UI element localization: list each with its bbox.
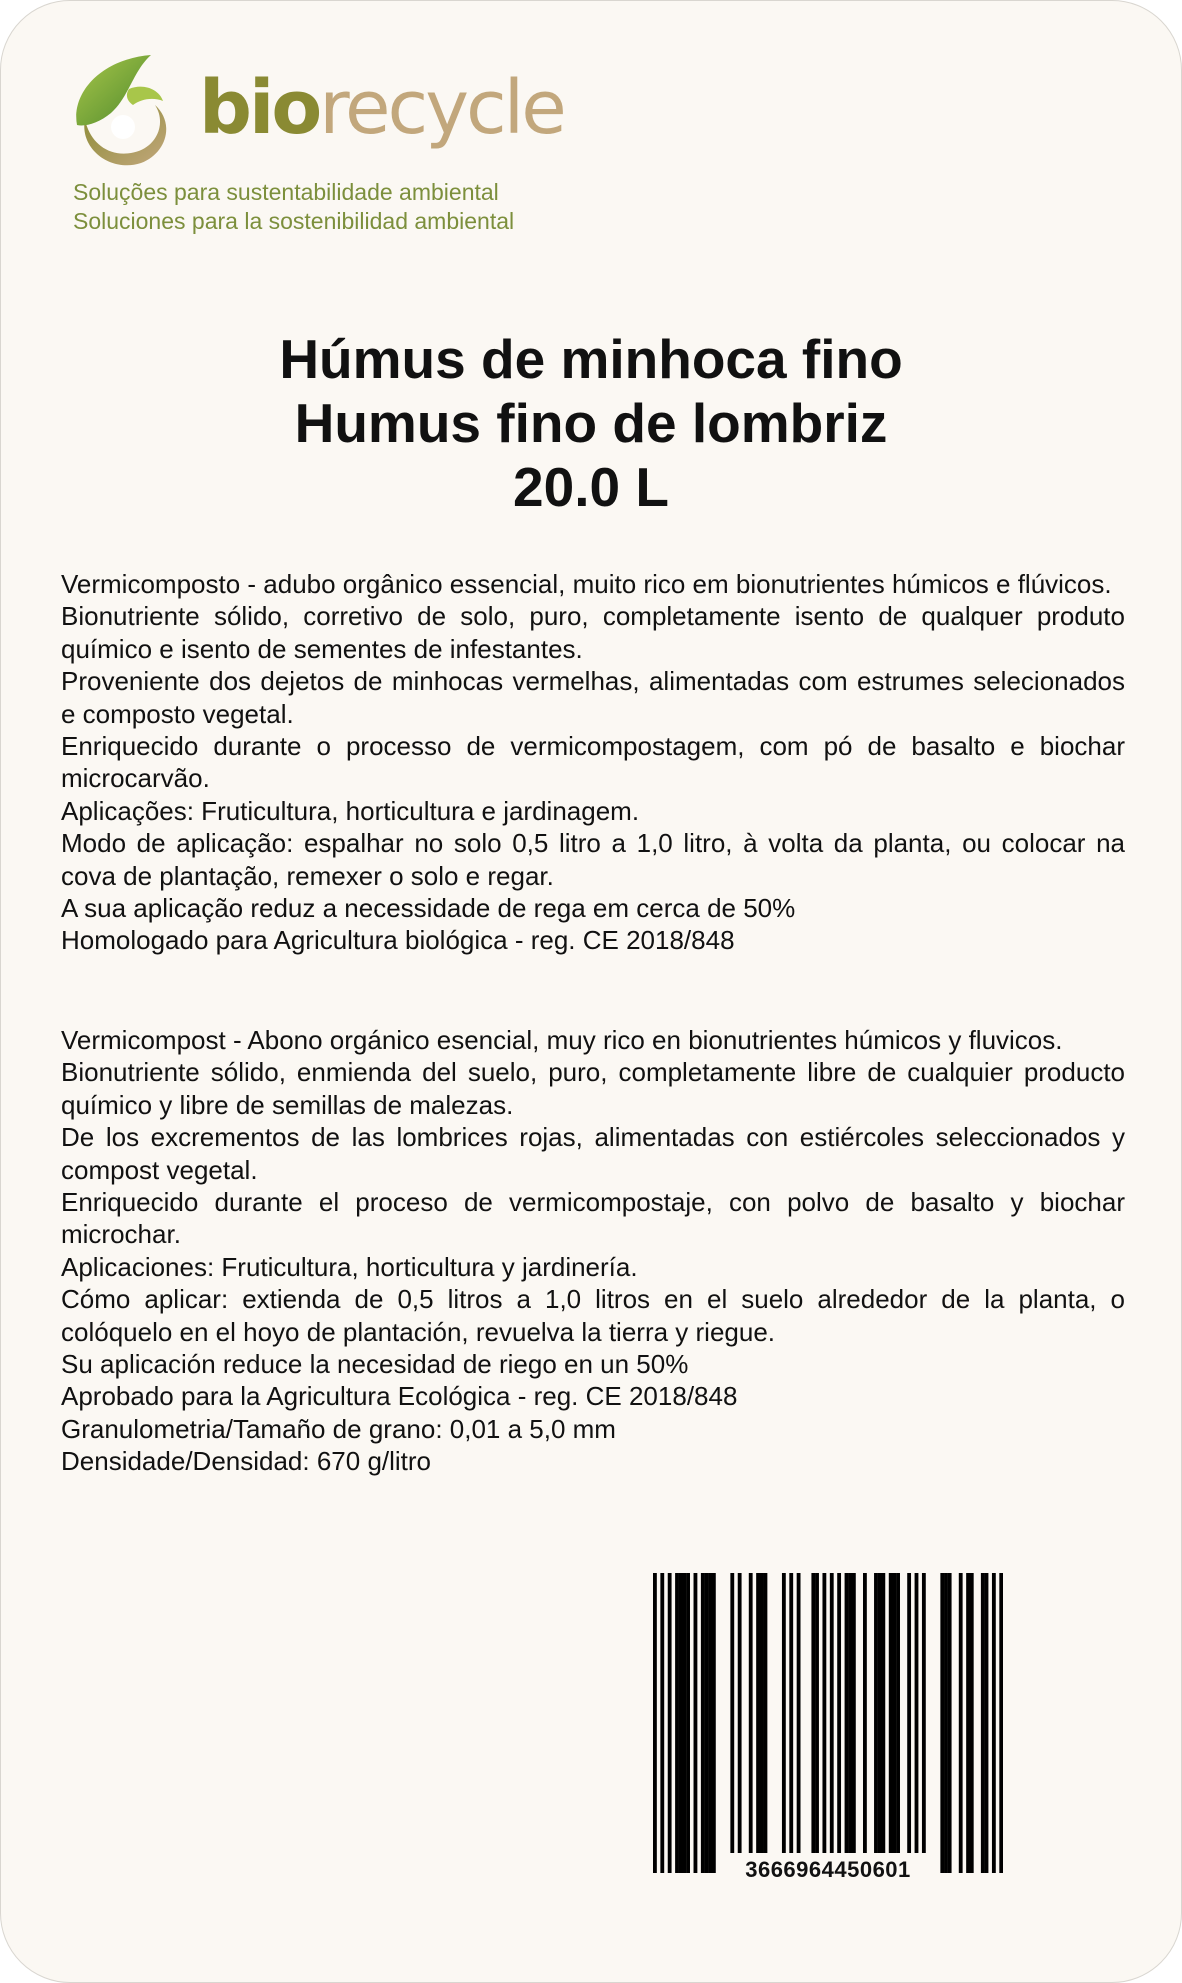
barcode-bar (845, 1573, 849, 1873)
brand-name-bio: bio (199, 65, 320, 151)
barcode-bar (764, 1573, 768, 1873)
description-es-line: Granulometria/Tamaño de grano: 0,01 a 5,0 mm (61, 1413, 616, 1444)
description-es-line: Cómo aplicar: extienda de 0,5 litros a 1,0 litros en el suelo alrededor de la planta, o colóquelo en el hoyo de plantación, revuelva la tierra y riegue. (61, 1284, 1125, 1347)
leaf-icon (71, 53, 175, 171)
barcode-bar (686, 1573, 690, 1873)
barcode-bar (992, 1573, 996, 1873)
barcode-bar (966, 1573, 970, 1873)
barcode-bar (815, 1573, 819, 1873)
tagline-es: Soluciones para la sostenibilidad ambiental (73, 208, 515, 234)
barcode-bar (830, 1573, 834, 1873)
description-es (61, 1024, 1125, 1478)
barcode-bar (760, 1573, 764, 1873)
tagline-pt: Soluções para sustentabilidade ambiental (73, 179, 499, 205)
description-pt-line: Modo de aplicação: espalhar no solo 0,5 litro a 1,0 litro, à volta da planta, ou colocar na cova de plantação, remexer o solo e regar. (61, 828, 1125, 891)
description-pt (61, 568, 1125, 957)
brand-name (199, 65, 564, 151)
description-pt-line: Enriquecido durante o processo de vermicompostagem, com pó de basalto e biochar microcarvão. (61, 731, 1125, 794)
barcode-bar (878, 1573, 882, 1873)
barcode-bar (940, 1573, 944, 1873)
brand-logo (71, 53, 571, 183)
title-pt: Húmus de minhoca fino (279, 328, 903, 390)
barcode-bar (981, 1573, 985, 1873)
barcode-bar (749, 1573, 753, 1873)
barcode-bar (712, 1573, 716, 1873)
barcode-bar (892, 1573, 896, 1873)
barcode-bar (881, 1573, 885, 1873)
barcode-bar (837, 1573, 841, 1873)
description-pt-line: Vermicomposto - adubo orgânico essencial, muito rico em bionutrientes húmicos e flúvicos. (61, 569, 1112, 599)
barcode-bar (944, 1573, 948, 1873)
barcode-bar (889, 1573, 893, 1873)
description-es-line: Densidade/Densidad: 670 g/litro (61, 1446, 432, 1477)
barcode-bar (907, 1573, 911, 1873)
barcode-bar (756, 1573, 760, 1873)
barcode-bar (915, 1573, 919, 1873)
barcode-bar (653, 1573, 657, 1873)
barcode-bar (811, 1573, 815, 1873)
barcode-bar (959, 1573, 963, 1873)
barcode-bar (701, 1573, 705, 1873)
description-pt-line: Bionutriente sólido, corretivo de solo, puro, completamente isento de qualquer produto químico e isento de sementes de infestantes. (61, 601, 1125, 664)
description-es-line: Aplicaciones: Fruticultura, horticultura y jardinería. (61, 1251, 638, 1282)
brand-name-recycle: recycle (319, 65, 564, 151)
barcode-bar (948, 1573, 952, 1873)
barcode-bar (738, 1573, 742, 1873)
barcode-bar (848, 1573, 852, 1873)
barcode-bar (896, 1573, 900, 1873)
barcode-bar (782, 1573, 786, 1873)
description-pt-line: A sua aplicação reduz a necessidade de rega em cerca de 50% (61, 893, 796, 924)
barcode (653, 1573, 1003, 1883)
description-es-line: Aprobado para la Agricultura Ecológica - reg. CE 2018/848 (61, 1381, 738, 1412)
barcode-bar (705, 1573, 709, 1873)
description-pt-line: Homologado para Agricultura biológica - reg. CE 2018/848 (61, 925, 735, 956)
barcode-bar (694, 1573, 698, 1873)
barcode-bar (730, 1573, 734, 1873)
description-pt-line: Proveniente dos dejetos de minhocas vermelhas, alimentadas com estrumes selecionados e composto vegetal. (61, 666, 1125, 729)
barcode-bar (668, 1573, 672, 1873)
barcode-bar (675, 1573, 679, 1873)
description-es-line: Vermicompost - Abono orgánico esencial, muy rico en bionutrientes húmicos y fluvicos. (61, 1025, 1063, 1055)
description-es-line: De los excrementos de las lombrices rojas, alimentadas con estiércoles seleccionados y compost vegetal. (61, 1122, 1125, 1185)
barcode-bar (922, 1573, 926, 1873)
description-pt-line: Aplicações: Fruticultura, horticultura e jardinagem. (61, 795, 640, 826)
barcode-bars (653, 1573, 1003, 1873)
barcode-bar (985, 1573, 989, 1873)
description-es-line: Bionutriente sólido, enmienda del suelo, puro, completamente libre de cualquier producto químico y libre de semillas de malezas. (61, 1057, 1125, 1120)
barcode-bar (789, 1573, 793, 1873)
barcode-bar (660, 1573, 664, 1873)
title-volume: 20.0 L (513, 456, 669, 518)
barcode-bar (852, 1573, 856, 1873)
description-es-line: Enriquecido durante el proceso de vermicompostaje, con polvo de basalto y biochar microchar. (61, 1187, 1125, 1250)
barcode-bar (822, 1573, 826, 1873)
barcode-bar (874, 1573, 878, 1873)
barcode-bar (682, 1573, 686, 1873)
barcode-number: 3666964450601 (745, 1857, 911, 1882)
description-es-line: Su aplicación reduce la necesidad de riego en un 50% (61, 1349, 689, 1380)
title-es: Humus fino de lombriz (294, 392, 888, 454)
barcode-bar (797, 1573, 801, 1873)
barcode-bar (863, 1573, 867, 1873)
barcode-bar (999, 1573, 1003, 1873)
barcode-bar (970, 1573, 974, 1873)
product-title (1, 327, 1181, 519)
barcode-bar (679, 1573, 683, 1873)
barcode-bar (708, 1573, 712, 1873)
